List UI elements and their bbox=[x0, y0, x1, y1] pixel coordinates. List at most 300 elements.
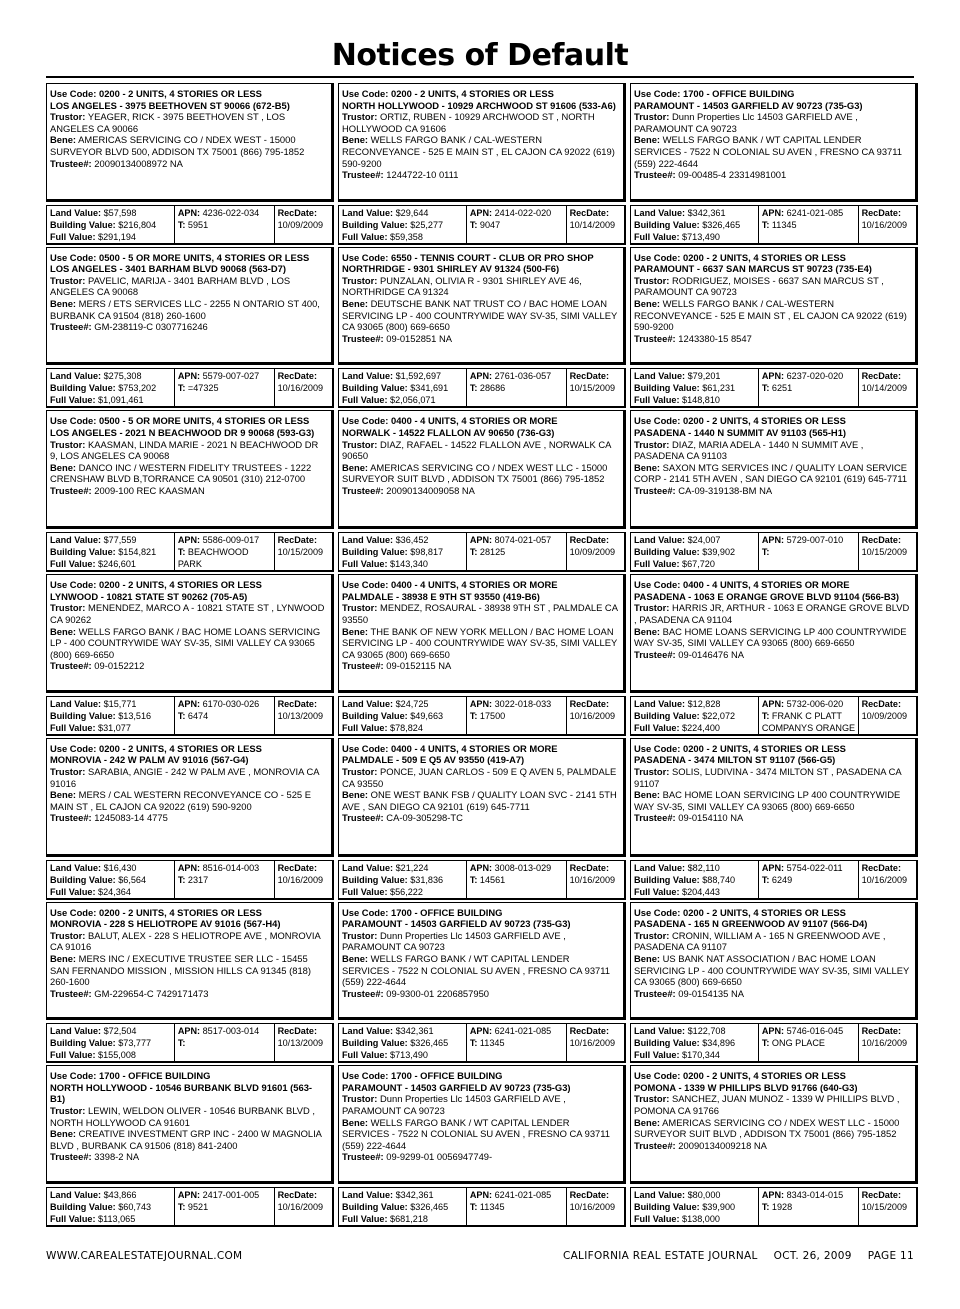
use-code-label: Use Code: bbox=[342, 251, 389, 263]
notice-text-box bbox=[338, 574, 626, 693]
trustor-label: Trustor: bbox=[342, 929, 378, 941]
notice-text-box bbox=[338, 83, 626, 202]
notice-text-box bbox=[630, 574, 918, 693]
bene-label: Bene: bbox=[50, 625, 77, 637]
tract-label: T: bbox=[177, 383, 186, 394]
bene-label: Bene: bbox=[634, 625, 661, 637]
land-value-label: Land Value: bbox=[342, 862, 394, 873]
use-code-label: Use Code: bbox=[50, 415, 97, 427]
trustee-value: 1243380-15 8547 bbox=[678, 332, 752, 344]
values-column bbox=[631, 1188, 758, 1225]
recdate-value: 10/15/2009 bbox=[861, 1201, 908, 1212]
apn-value: 5586-009-017 bbox=[202, 535, 260, 546]
trustor-label: Trustor: bbox=[342, 602, 378, 614]
use-code-value: 0200 - 2 UNITS, 4 STORIES OR LESS bbox=[98, 742, 262, 754]
apn-label: APN: bbox=[469, 1189, 493, 1200]
recdate-value: 10/09/2009 bbox=[569, 547, 616, 558]
recdate-column bbox=[274, 206, 332, 243]
recdate-value: 10/16/2009 bbox=[569, 1038, 616, 1049]
recdate-column bbox=[274, 1024, 332, 1061]
land-value-label: Land Value: bbox=[634, 207, 686, 218]
building-value: $341,691 bbox=[410, 383, 449, 394]
land-value-label: Land Value: bbox=[50, 862, 102, 873]
property-values-box bbox=[338, 205, 626, 245]
building-value-label: Building Value: bbox=[50, 547, 116, 558]
bene-label: Bene: bbox=[634, 1116, 661, 1128]
use-code-label: Use Code: bbox=[634, 1070, 681, 1082]
apn-value: 2417-001-005 bbox=[202, 1189, 260, 1200]
use-code-label: Use Code: bbox=[342, 579, 389, 591]
bene-value: AMERICAS SERVICING CO / NDEX WEST - 15000 SURVEYOR BLVD 500, ADDISON TX 75001 (866) 795-1852 bbox=[50, 134, 305, 157]
full-value: $31,077 bbox=[98, 722, 131, 733]
values-column bbox=[47, 533, 174, 570]
property-values-box bbox=[338, 1023, 626, 1063]
apn-column bbox=[174, 697, 274, 734]
apn-label: APN: bbox=[469, 535, 493, 546]
full-value: $1,091,461 bbox=[98, 395, 144, 406]
property-address: PASADENA - 1063 E ORANGE GROVE BLVD 91104 (566-B3) bbox=[634, 590, 900, 602]
recdate-column bbox=[858, 697, 916, 734]
full-value: $2,056,071 bbox=[390, 395, 436, 406]
values-column bbox=[631, 697, 758, 734]
bene-value: ONE WEST BANK FSB / QUALITY LOAN SVC - 2141 5TH AVE , SAN DIEGO CA 92101 (619) 645-7711 bbox=[342, 789, 617, 812]
property-address: MONROVIA - 242 W PALM AV 91016 (567-G4) bbox=[50, 754, 249, 766]
recdate-label: RecDate: bbox=[277, 1026, 317, 1037]
full-value: $143,340 bbox=[390, 559, 428, 570]
values-column bbox=[631, 206, 758, 243]
bene-value: THE BANK OF NEW YORK MELLON / BAC HOME LOAN SERVICING LP - 400 COUNTRYWIDE WAY SV-35, SIMI VALLEY CA 93065 (800) 669-6650 bbox=[342, 625, 618, 660]
building-value-label: Building Value: bbox=[634, 383, 700, 394]
trustor-label: Trustor: bbox=[342, 111, 378, 123]
building-value-label: Building Value: bbox=[342, 383, 408, 394]
tract-value: 11345 bbox=[479, 1038, 505, 1049]
apn-label: APN: bbox=[761, 535, 785, 546]
bene-value: BAC HOME LOAN SERVICING LP 400 COUNTRYWIDE WAY SV-35, SIMI VALLEY CA 93065 (800) 669-6650 bbox=[634, 789, 901, 812]
trustee-label: Trustee#: bbox=[634, 812, 676, 824]
trustee-label: Trustee#: bbox=[634, 987, 676, 999]
building-value-label: Building Value: bbox=[634, 1038, 700, 1049]
trustee-value: 09-0146476 NA bbox=[678, 648, 744, 660]
apn-column bbox=[758, 861, 858, 898]
apn-value: 6241-021-085 bbox=[494, 1026, 552, 1037]
bene-label: Bene: bbox=[342, 1116, 369, 1128]
land-value-label: Land Value: bbox=[342, 698, 394, 709]
values-column bbox=[339, 697, 466, 734]
use-code-value: 0200 - 2 UNITS, 4 STORIES OR LESS bbox=[682, 742, 846, 754]
land-value: $43,866 bbox=[103, 1189, 137, 1200]
property-address: LOS ANGELES - 3975 BEETHOVEN ST 90066 (672-B5) bbox=[50, 99, 290, 111]
building-value: $31,836 bbox=[410, 874, 444, 885]
trustor-value: DIAZ, RAFAEL - 14522 FLALLON AVE , NORWALK CA 90650 bbox=[342, 438, 611, 462]
trustee-label: Trustee#: bbox=[50, 484, 92, 496]
use-code-value: 1700 - OFFICE BUILDING bbox=[390, 906, 503, 918]
recdate-value: 10/16/2009 bbox=[277, 874, 324, 885]
recdate-column bbox=[274, 533, 332, 570]
use-code-value: 0400 - 4 UNITS, 4 STORIES OR MORE bbox=[390, 415, 558, 427]
apn-label: APN: bbox=[469, 862, 493, 873]
apn-value: 8343-014-015 bbox=[786, 1189, 844, 1200]
property-values-box bbox=[630, 860, 918, 900]
property-address: PARAMOUNT - 14503 GARFIELD AV 90723 (735-G3) bbox=[342, 918, 571, 930]
apn-column bbox=[466, 533, 566, 570]
building-value: $39,900 bbox=[702, 1201, 736, 1212]
footer-page-number: PAGE 11 bbox=[867, 1250, 914, 1262]
full-value: $246,601 bbox=[98, 559, 136, 570]
tract-label: T: bbox=[761, 219, 770, 230]
bene-label: Bene: bbox=[634, 789, 661, 801]
recdate-column bbox=[858, 861, 916, 898]
tract-value: 9521 bbox=[187, 1201, 209, 1212]
property-address: MONROVIA - 228 S HELIOTROPE AV 91016 (567-H4) bbox=[50, 918, 281, 930]
building-value: $6,564 bbox=[118, 874, 147, 885]
apn-value: 6241-021-085 bbox=[494, 1189, 552, 1200]
land-value: $342,361 bbox=[395, 1189, 434, 1200]
trustor-value: MENDEZ, ROSAURAL - 38938 9TH ST , PALMDALE CA 93550 bbox=[342, 602, 618, 625]
property-values-box bbox=[46, 696, 334, 736]
use-code-label: Use Code: bbox=[634, 415, 681, 427]
property-values-box bbox=[630, 1023, 918, 1063]
apn-label: APN: bbox=[761, 1189, 785, 1200]
land-value-label: Land Value: bbox=[342, 207, 394, 218]
land-value-label: Land Value: bbox=[50, 1026, 102, 1037]
apn-value: 5729-007-010 bbox=[786, 535, 844, 546]
trustor-label: Trustor: bbox=[50, 766, 86, 778]
values-column bbox=[339, 369, 466, 406]
trustor-value: SOLIS, LUDIVINA - 3474 MILTON ST , PASADENA CA 91107 bbox=[634, 766, 902, 789]
building-value-label: Building Value: bbox=[634, 874, 700, 885]
land-value-label: Land Value: bbox=[50, 535, 102, 546]
recdate-column bbox=[566, 697, 624, 734]
notice-listing bbox=[338, 902, 626, 1064]
notice-text-box bbox=[46, 1065, 334, 1184]
building-value: $61,231 bbox=[702, 383, 736, 394]
full-value-label: Full Value: bbox=[342, 559, 388, 570]
trustee-label: Trustee#: bbox=[634, 1139, 676, 1151]
tract-value: ONG PLACE bbox=[771, 1038, 825, 1049]
use-code-value: 1700 - OFFICE BUILDING bbox=[98, 1070, 211, 1082]
full-value-label: Full Value: bbox=[342, 886, 388, 897]
recdate-value: 10/14/2009 bbox=[861, 383, 908, 394]
notice-listing bbox=[630, 902, 918, 1064]
full-value: $170,344 bbox=[682, 1050, 720, 1061]
trustee-value: 09-9299-01 0056947749- bbox=[386, 1151, 493, 1163]
bene-label: Bene: bbox=[634, 298, 661, 310]
land-value: $24,725 bbox=[395, 698, 429, 709]
apn-column bbox=[758, 1024, 858, 1061]
building-value: $326,465 bbox=[410, 1201, 449, 1212]
trustor-value: PONCE, JUAN CARLOS - 509 E Q AVEN 5, PALMDALE CA 93550 bbox=[342, 766, 617, 789]
trustee-label: Trustee#: bbox=[342, 1151, 384, 1163]
apn-value: 5746-016-045 bbox=[786, 1026, 844, 1037]
full-value-label: Full Value: bbox=[50, 1213, 96, 1224]
building-value-label: Building Value: bbox=[342, 1038, 408, 1049]
bene-label: Bene: bbox=[342, 952, 369, 964]
footer-website: WWW.CAREALESTATEJOURNAL.COM bbox=[46, 1250, 243, 1262]
apn-value: 5732-006-020 bbox=[786, 698, 844, 709]
land-value: $72,504 bbox=[103, 1026, 137, 1037]
recdate-column bbox=[566, 206, 624, 243]
trustor-value: RODRIGUEZ, MOISES - 6637 SAN MARCUS ST , PARAMOUNT CA 90723 bbox=[634, 274, 884, 298]
apn-value: 2761-036-057 bbox=[494, 371, 552, 382]
recdate-value: 10/13/2009 bbox=[277, 710, 324, 721]
tract-label: T: bbox=[761, 1201, 770, 1212]
bene-label: Bene: bbox=[50, 134, 77, 146]
tract-value: BEACHWOOD PARK bbox=[177, 547, 249, 570]
tract-label: T: bbox=[469, 1038, 478, 1049]
full-value: $113,065 bbox=[98, 1213, 136, 1224]
building-value-label: Building Value: bbox=[50, 874, 116, 885]
bene-value: AMERICAS SERVICING CO / NDEX WEST LLC - 15000 SURVEYOR SUIT BLVD , ADDISON TX 75001 (866) 795-1852 bbox=[634, 1116, 900, 1140]
property-values-box bbox=[338, 1187, 626, 1227]
recdate-value: 10/16/2009 bbox=[569, 710, 616, 721]
land-value: $275,308 bbox=[103, 371, 142, 382]
tract-value: 2317 bbox=[187, 874, 209, 885]
apn-label: APN: bbox=[761, 862, 785, 873]
values-column bbox=[631, 1024, 758, 1061]
use-code-value: 0200 - 2 UNITS, 4 STORIES OR LESS bbox=[682, 1070, 846, 1082]
property-address: PASADENA - 1440 N SUMMIT AV 91103 (565-H1) bbox=[634, 427, 847, 439]
land-value: $29,644 bbox=[395, 207, 429, 218]
trustee-label: Trustee#: bbox=[634, 332, 676, 344]
values-column bbox=[47, 697, 174, 734]
trustee-label: Trustee#: bbox=[50, 157, 92, 169]
building-value-label: Building Value: bbox=[342, 219, 408, 230]
values-column bbox=[631, 369, 758, 406]
apn-column bbox=[174, 206, 274, 243]
trustee-value: 3398-2 NA bbox=[94, 1151, 140, 1163]
trustor-label: Trustor: bbox=[50, 274, 86, 286]
trustor-value: SANCHEZ, JUAN MUNOZ - 1339 W PHILLIPS BLVD , POMONA CA 91766 bbox=[634, 1093, 900, 1117]
footer-date: OCT. 26, 2009 bbox=[773, 1250, 852, 1262]
recdate-label: RecDate: bbox=[277, 535, 317, 546]
full-value: $155,008 bbox=[98, 1050, 136, 1061]
recdate-column bbox=[858, 533, 916, 570]
bene-value: DANCO INC / WESTERN FIDELITY TRUSTEES - 1222 CRENSHAW BLVD B,TORRANCE CA 90501 (310) 212-0700 bbox=[50, 461, 312, 485]
trustor-value: ORTIZ, RUBEN - 10929 ARCHWOOD ST , NORTH HOLLYWOOD CA 91606 bbox=[342, 111, 595, 134]
values-column bbox=[47, 369, 174, 406]
notice-listing bbox=[46, 247, 334, 409]
apn-label: APN: bbox=[177, 1026, 201, 1037]
use-code-value: 0400 - 4 UNITS, 4 STORIES OR MORE bbox=[390, 742, 558, 754]
trustor-label: Trustor: bbox=[634, 602, 670, 614]
bene-value: WELLS FARGO BANK / CAL-WESTERN RECONVEYANCE - 525 E MAIN ST , EL CAJON CA 92022 (619) 590-9200 bbox=[634, 298, 907, 333]
full-value-label: Full Value: bbox=[342, 231, 388, 242]
use-code-value: 0400 - 4 UNITS, 4 STORIES OR MORE bbox=[682, 579, 850, 591]
tract-label: T: bbox=[761, 383, 770, 394]
recdate-value: 10/16/2009 bbox=[569, 874, 616, 885]
property-address: PARAMOUNT - 6637 SAN MARCUS ST 90723 (735-E4) bbox=[634, 263, 872, 275]
apn-value: 6241-021-085 bbox=[786, 207, 844, 218]
land-value-label: Land Value: bbox=[50, 1189, 102, 1200]
apn-column bbox=[174, 1188, 274, 1225]
notice-listing bbox=[46, 902, 334, 1064]
land-value: $122,708 bbox=[687, 1026, 726, 1037]
bene-label: Bene: bbox=[50, 1128, 77, 1140]
property-address: POMONA - 1339 W PHILLIPS BLVD 91766 (640-G3) bbox=[634, 1081, 858, 1093]
land-value: $79,201 bbox=[687, 371, 721, 382]
land-value-label: Land Value: bbox=[634, 1189, 686, 1200]
recdate-value: 10/15/2009 bbox=[569, 383, 616, 394]
recdate-column bbox=[566, 533, 624, 570]
recdate-value: 10/16/2009 bbox=[861, 1038, 908, 1049]
land-value: $24,007 bbox=[687, 535, 721, 546]
apn-label: APN: bbox=[761, 698, 785, 709]
trustee-value: GM-238119-C 0307716246 bbox=[94, 321, 208, 333]
trustee-value: 20090134009058 NA bbox=[386, 484, 475, 496]
trustor-label: Trustor: bbox=[634, 274, 670, 286]
apn-column bbox=[466, 1024, 566, 1061]
trustee-value: CA-09-319138-BM NA bbox=[678, 484, 773, 496]
full-value-label: Full Value: bbox=[634, 559, 680, 570]
full-value: $291,194 bbox=[98, 231, 136, 242]
property-address: LOS ANGELES - 2021 N BEACHWOOD DR 9 90068 (593-G3) bbox=[50, 427, 315, 439]
full-value: $138,000 bbox=[682, 1213, 720, 1224]
use-code-label: Use Code: bbox=[634, 742, 681, 754]
notice-text-box bbox=[630, 1065, 918, 1184]
building-value-label: Building Value: bbox=[342, 710, 408, 721]
land-value-label: Land Value: bbox=[342, 535, 394, 546]
recdate-column bbox=[566, 369, 624, 406]
bene-label: Bene: bbox=[50, 952, 77, 964]
recdate-label: RecDate: bbox=[861, 207, 901, 218]
bene-label: Bene: bbox=[634, 461, 661, 473]
recdate-label: RecDate: bbox=[861, 535, 901, 546]
property-values-box bbox=[46, 860, 334, 900]
building-value: $88,740 bbox=[702, 874, 736, 885]
notice-listing bbox=[46, 410, 334, 572]
bene-value: AMERICAS SERVICING CO / NDEX WEST LLC - 15000 SURVEYOR SUIT BLVD , ADDISON TX 75001 (866) 795-1852 bbox=[342, 461, 608, 485]
tract-label: T: bbox=[469, 710, 478, 721]
recdate-label: RecDate: bbox=[861, 371, 901, 382]
full-value: $204,443 bbox=[682, 886, 720, 897]
tract-label: T: bbox=[177, 547, 186, 558]
trustor-label: Trustor: bbox=[634, 111, 670, 123]
trustee-value: 09-9300-01 2206857950 bbox=[386, 987, 489, 999]
full-value: $24,364 bbox=[98, 886, 131, 897]
trustee-value: 20090134009218 NA bbox=[678, 1139, 767, 1151]
property-address: NORTH HOLLYWOOD - 10546 BURBANK BLVD 91601 (563-B1) bbox=[50, 1081, 313, 1105]
use-code-label: Use Code: bbox=[50, 88, 97, 99]
recdate-column bbox=[858, 369, 916, 406]
land-value-label: Land Value: bbox=[634, 1026, 686, 1037]
land-value-label: Land Value: bbox=[50, 207, 102, 218]
tract-label: T: bbox=[177, 710, 186, 721]
tract-value: 6251 bbox=[771, 383, 793, 394]
trustor-label: Trustor: bbox=[50, 602, 86, 614]
notice-text-box bbox=[338, 738, 626, 857]
trustor-label: Trustor: bbox=[50, 929, 86, 941]
use-code-label: Use Code: bbox=[50, 251, 97, 263]
land-value-label: Land Value: bbox=[634, 371, 686, 382]
recdate-label: RecDate: bbox=[569, 1026, 609, 1037]
notices-grid bbox=[46, 83, 918, 1227]
recdate-label: RecDate: bbox=[277, 698, 317, 709]
building-value-label: Building Value: bbox=[50, 383, 116, 394]
bene-value: WELLS FARGO BANK / WT CAPITAL LENDER SERVICES - 7522 N COLONIAL SU AVEN , FRESNO CA 93711 (559) 222-4644 bbox=[634, 134, 902, 169]
trustor-label: Trustor: bbox=[50, 1105, 86, 1117]
title-divider bbox=[46, 76, 914, 78]
use-code-value: 1700 - OFFICE BUILDING bbox=[682, 88, 795, 99]
tract-value: 28686 bbox=[479, 383, 506, 394]
recdate-label: RecDate: bbox=[569, 371, 609, 382]
bene-value: MERS / ETS SERVICES LLC - 2255 N ONTARIO ST 400, BURBANK CA 91504 (818) 260-1600 bbox=[50, 298, 320, 321]
land-value-label: Land Value: bbox=[342, 1026, 394, 1037]
land-value-label: Land Value: bbox=[634, 698, 686, 709]
building-value-label: Building Value: bbox=[342, 874, 408, 885]
notice-listing bbox=[46, 83, 334, 245]
trustee-label: Trustee#: bbox=[634, 169, 676, 181]
trustee-label: Trustee#: bbox=[50, 321, 92, 333]
tract-label: T: bbox=[469, 547, 478, 558]
notice-listing bbox=[338, 1065, 626, 1227]
land-value: $77,559 bbox=[103, 535, 137, 546]
apn-value: 4236-022-034 bbox=[202, 207, 260, 218]
notice-listing bbox=[338, 738, 626, 900]
trustee-label: Trustee#: bbox=[50, 987, 92, 999]
full-value-label: Full Value: bbox=[50, 559, 96, 570]
building-value-label: Building Value: bbox=[634, 219, 700, 230]
values-column bbox=[47, 861, 174, 898]
trustee-label: Trustee#: bbox=[50, 660, 92, 672]
land-value-label: Land Value: bbox=[342, 1189, 394, 1200]
trustee-label: Trustee#: bbox=[50, 1151, 92, 1163]
building-value-label: Building Value: bbox=[50, 1038, 116, 1049]
tract-label: T: bbox=[469, 383, 478, 394]
apn-column bbox=[466, 697, 566, 734]
recdate-label: RecDate: bbox=[569, 207, 609, 218]
use-code-label: Use Code: bbox=[50, 579, 97, 591]
property-address: PALMDALE - 38938 E 9TH ST 93550 (419-B6) bbox=[342, 590, 540, 602]
recdate-value: 10/09/2009 bbox=[277, 219, 324, 230]
property-address: NORTHRIDGE - 9301 SHIRLEY AV 91324 (500-F6) bbox=[342, 263, 560, 275]
notice-listing bbox=[630, 1065, 918, 1227]
building-value: $98,817 bbox=[410, 547, 444, 558]
trustor-value: HARRIS JR, ARTHUR - 1063 E ORANGE GROVE BLVD , PASADENA CA 91104 bbox=[634, 602, 910, 625]
apn-label: APN: bbox=[177, 862, 201, 873]
trustee-label: Trustee#: bbox=[342, 484, 384, 496]
property-values-box bbox=[46, 1023, 334, 1063]
apn-label: APN: bbox=[469, 371, 493, 382]
trustor-value: PUNZALAN, OLIVIA R - 9301 SHIRLEY AVE 46, NORTHRIDGE CA 91324 bbox=[342, 274, 582, 298]
recdate-value: 10/16/2009 bbox=[277, 383, 324, 394]
apn-value: 5579-007-027 bbox=[202, 371, 260, 382]
building-value-label: Building Value: bbox=[50, 219, 116, 230]
apn-column bbox=[758, 533, 858, 570]
notice-listing bbox=[630, 574, 918, 736]
property-address: NORWALK - 14522 FLALLON AV 90650 (736-G3) bbox=[342, 427, 555, 439]
bene-label: Bene: bbox=[342, 625, 369, 637]
land-value-label: Land Value: bbox=[50, 371, 102, 382]
notice-listing bbox=[46, 738, 334, 900]
notice-text-box bbox=[630, 410, 918, 529]
use-code-label: Use Code: bbox=[342, 742, 389, 754]
trustor-label: Trustor: bbox=[634, 929, 670, 941]
recdate-column bbox=[274, 369, 332, 406]
apn-label: APN: bbox=[177, 1189, 201, 1200]
notice-text-box bbox=[46, 83, 334, 202]
notice-listing bbox=[338, 410, 626, 572]
full-value-label: Full Value: bbox=[634, 722, 680, 733]
building-value: $753,202 bbox=[118, 383, 157, 394]
trustor-value: Dunn Properties Llc 14503 GARFIELD AVE , PARAMOUNT CA 90723 bbox=[342, 1093, 566, 1117]
trustee-label: Trustee#: bbox=[342, 987, 384, 999]
apn-column bbox=[466, 861, 566, 898]
apn-value: 6237-020-020 bbox=[786, 371, 844, 382]
values-column bbox=[47, 206, 174, 243]
tract-value: 5951 bbox=[187, 219, 209, 230]
tract-value: 14561 bbox=[479, 874, 506, 885]
apn-value: 5754-022-011 bbox=[786, 862, 843, 873]
